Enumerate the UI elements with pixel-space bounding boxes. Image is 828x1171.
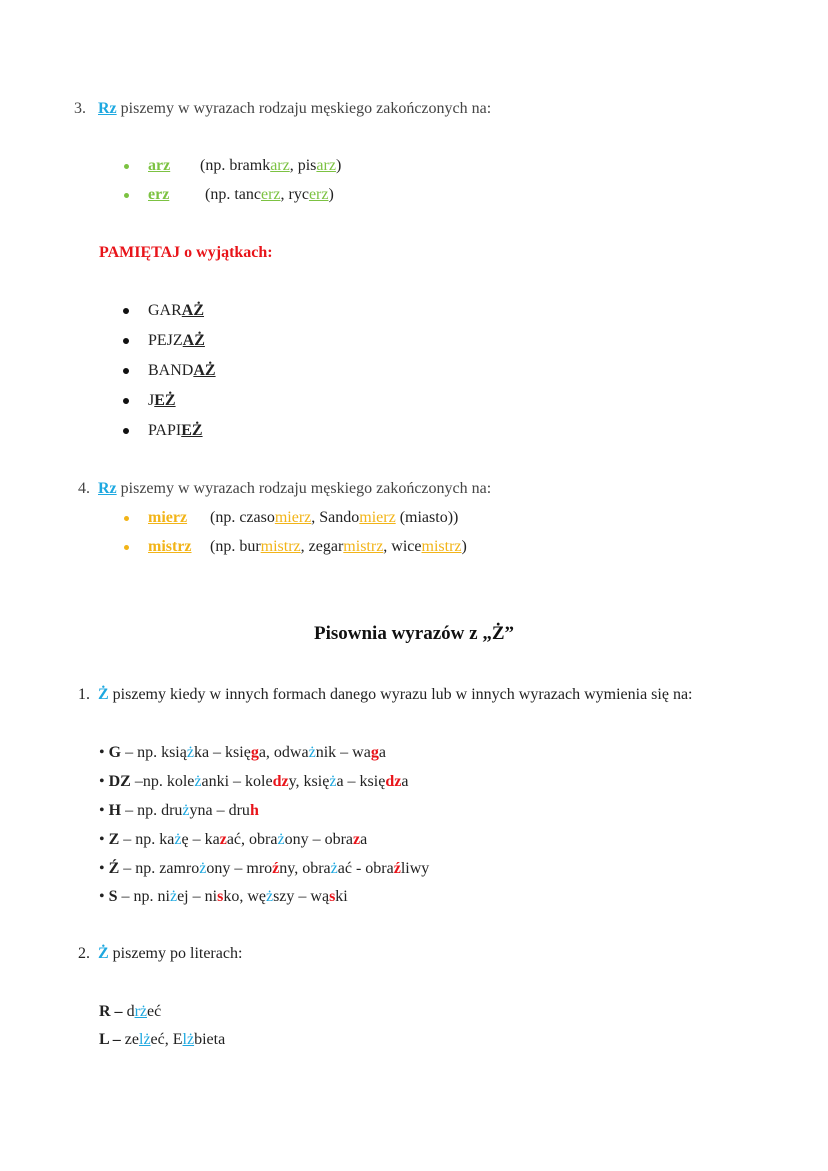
example-text: ać - obra bbox=[337, 860, 394, 877]
exception-ending: AŻ bbox=[182, 332, 205, 349]
bullet-icon: • bbox=[99, 860, 109, 877]
example-erz bbox=[205, 185, 334, 205]
section-3-heading bbox=[74, 99, 491, 119]
remember-heading: PAMIĘTAJ o wyjątkach: bbox=[99, 244, 273, 261]
example-text: – np. ksią bbox=[125, 744, 187, 761]
example-text: , zegar bbox=[300, 538, 344, 555]
z-letter-highlight: ż bbox=[277, 831, 285, 848]
section-text: piszemy w wyrazach rodzaju męskiego zakończonych na: bbox=[116, 100, 492, 117]
example-text: ony – mro bbox=[206, 860, 273, 877]
example-highlight: mistrz bbox=[343, 538, 384, 555]
bullet-icon bbox=[123, 338, 129, 344]
example-text: szy – wą bbox=[273, 888, 330, 905]
list-item-erz bbox=[148, 185, 169, 205]
section-4-heading bbox=[78, 479, 491, 499]
example-highlight: erz bbox=[260, 186, 281, 203]
example-text: ej – ni bbox=[177, 888, 218, 905]
z-section-1-heading bbox=[78, 685, 692, 705]
example-text: eć, E bbox=[150, 1031, 183, 1048]
example-text: ny, obra bbox=[279, 860, 331, 877]
example-highlight: erz bbox=[308, 186, 329, 203]
z-highlight: Ż bbox=[98, 945, 109, 962]
exchange-row bbox=[99, 887, 348, 907]
example-text: yna – dru bbox=[189, 802, 250, 819]
bullet-icon: • bbox=[99, 802, 109, 819]
suffix: mistrz bbox=[148, 538, 192, 555]
example-text: –np. kole bbox=[134, 773, 195, 790]
z-letter-highlight: ż bbox=[174, 831, 182, 848]
example-text: (miasto)) bbox=[395, 509, 459, 526]
section-text: piszemy kiedy w innych formach danego wyrazu lub w innych wyrazach wymienia się na: bbox=[108, 686, 693, 703]
example-mierz bbox=[210, 508, 458, 528]
section-text: piszemy po literach: bbox=[108, 945, 243, 962]
example-highlight: mierz bbox=[359, 509, 396, 526]
exception-text: J bbox=[148, 392, 155, 409]
example-text: a, odwa bbox=[258, 744, 309, 761]
exchange-highlight: ź bbox=[272, 860, 280, 877]
exchange-highlight: dz bbox=[385, 773, 402, 790]
example-text: ze bbox=[120, 1031, 139, 1048]
section-number: 2. bbox=[78, 945, 90, 962]
example-text: ko, wę bbox=[223, 888, 266, 905]
bullet-icon bbox=[123, 368, 129, 374]
bullet-icon bbox=[124, 193, 129, 198]
example-text: liwy bbox=[400, 860, 430, 877]
z-section-2-heading bbox=[78, 944, 242, 964]
list-item-arz bbox=[148, 156, 170, 176]
example-text: bieta bbox=[194, 1031, 226, 1048]
example-text: ) bbox=[328, 186, 334, 203]
bullet-icon bbox=[123, 398, 129, 404]
example-text: ki bbox=[335, 888, 348, 905]
exchange-letter: Z bbox=[108, 831, 124, 848]
section-number: 4. bbox=[78, 480, 90, 497]
example-highlight: mistrz bbox=[421, 538, 462, 555]
example-text: ać, obra bbox=[226, 831, 278, 848]
example-text: a bbox=[360, 831, 368, 848]
example-highlight: lż bbox=[139, 1031, 151, 1048]
z-letter-highlight: ż bbox=[330, 860, 338, 877]
example-text: , wice bbox=[383, 538, 422, 555]
suffix: arz bbox=[148, 157, 171, 174]
section-text: piszemy w wyrazach rodzaju męskiego zakończonych na: bbox=[116, 480, 492, 497]
example-text: (np. bramk bbox=[200, 157, 271, 174]
section-number: 3. bbox=[74, 100, 86, 117]
example-mistrz bbox=[210, 537, 467, 557]
list-item-mierz bbox=[148, 508, 187, 528]
bullet-icon: • bbox=[99, 831, 109, 848]
z-letter-highlight: ż bbox=[169, 888, 178, 905]
example-highlight: lż bbox=[182, 1031, 195, 1048]
bullet-icon: • bbox=[99, 773, 109, 790]
z-letter-highlight: ż bbox=[329, 773, 337, 790]
exception-ending: EŻ bbox=[154, 392, 176, 409]
example-text: anki – kole bbox=[201, 773, 273, 790]
example-text: (np. bur bbox=[210, 538, 261, 555]
suffix: erz bbox=[148, 186, 170, 203]
exception-text: PAPI bbox=[148, 422, 182, 439]
bullet-icon bbox=[124, 545, 129, 550]
z-letter-highlight: ż bbox=[186, 744, 194, 761]
exception-text: PEJZ bbox=[148, 332, 183, 349]
z-letter-highlight: ż bbox=[182, 802, 190, 819]
exchange-highlight: ź bbox=[393, 860, 401, 877]
bullet-icon bbox=[123, 428, 129, 434]
r-rule-line bbox=[99, 1002, 161, 1022]
example-highlight: arz bbox=[316, 157, 336, 174]
example-highlight: mierz bbox=[274, 509, 312, 526]
example-highlight: rż bbox=[134, 1003, 147, 1020]
exchange-highlight: dz bbox=[272, 773, 289, 790]
exchange-letter: Ź bbox=[108, 860, 124, 877]
example-text: (np. czaso bbox=[210, 509, 275, 526]
bullet-icon: • bbox=[99, 888, 109, 905]
rz-highlight: Rz bbox=[98, 480, 117, 497]
example-highlight: arz bbox=[270, 157, 290, 174]
example-text: , Sando bbox=[311, 509, 360, 526]
bullet-icon: • bbox=[99, 744, 109, 761]
exchange-row bbox=[99, 772, 408, 792]
exception-item bbox=[148, 421, 203, 441]
example-text: ka – księ bbox=[193, 744, 251, 761]
example-text: – np. dru bbox=[125, 802, 183, 819]
example-text: , ryc bbox=[280, 186, 309, 203]
exchange-letter: H bbox=[108, 802, 126, 819]
exception-ending: AŻ bbox=[181, 302, 205, 319]
example-text: a bbox=[378, 744, 386, 761]
exchange-row bbox=[99, 743, 386, 763]
exception-ending: EŻ bbox=[181, 422, 203, 439]
exchange-highlight: z bbox=[219, 831, 227, 848]
exchange-highlight: s bbox=[217, 888, 224, 905]
exchange-highlight: h bbox=[249, 802, 259, 819]
exchange-row bbox=[99, 830, 367, 850]
rule-letter: L – bbox=[99, 1031, 121, 1048]
exception-item bbox=[148, 391, 176, 411]
exception-item bbox=[148, 331, 205, 351]
exchange-letter: S bbox=[108, 888, 122, 905]
suffix: mierz bbox=[148, 509, 188, 526]
section-number: 1. bbox=[78, 686, 90, 703]
bullet-icon bbox=[124, 516, 129, 521]
exception-item bbox=[148, 301, 204, 321]
bullet-icon bbox=[124, 164, 129, 169]
exchange-highlight: z bbox=[353, 831, 361, 848]
l-rule-line bbox=[99, 1030, 225, 1050]
exchange-row bbox=[99, 859, 429, 879]
example-text: (np. tanc bbox=[205, 186, 261, 203]
example-text: – np. ni bbox=[121, 888, 170, 905]
exception-item bbox=[148, 361, 216, 381]
exception-text: GAR bbox=[148, 302, 182, 319]
example-text: ) bbox=[461, 538, 467, 555]
example-text: d bbox=[122, 1003, 135, 1020]
exchange-letter: G bbox=[108, 744, 126, 761]
example-text: a – księ bbox=[336, 773, 386, 790]
z-highlight: Ż bbox=[98, 686, 109, 703]
example-text: y, księ bbox=[288, 773, 330, 790]
example-text: nik – wa bbox=[315, 744, 371, 761]
exchange-letter: DZ bbox=[108, 773, 135, 790]
list-item-mistrz bbox=[148, 537, 192, 557]
exception-text: BAND bbox=[148, 362, 194, 379]
example-text: ) bbox=[335, 157, 342, 174]
exchange-highlight: s bbox=[329, 888, 336, 905]
z-letter-highlight: ż bbox=[194, 773, 202, 790]
page-title: Pisownia wyrazów z „Ż” bbox=[313, 623, 514, 644]
example-text: a bbox=[401, 773, 409, 790]
example-text: ony – obra bbox=[284, 831, 353, 848]
example-text: – np. ka bbox=[123, 831, 175, 848]
example-text: eć bbox=[147, 1003, 162, 1020]
exchange-highlight: g bbox=[250, 744, 259, 761]
bullet-icon bbox=[123, 308, 129, 314]
example-text: – np. zamro bbox=[123, 860, 200, 877]
example-text: , pis bbox=[289, 157, 317, 174]
z-letter-highlight: ż bbox=[308, 744, 316, 761]
example-text: ę – ka bbox=[181, 831, 220, 848]
z-letter-highlight: ż bbox=[199, 860, 207, 877]
example-arz bbox=[200, 156, 341, 176]
rule-letter: R – bbox=[99, 1003, 123, 1020]
exception-ending: AŻ bbox=[193, 362, 216, 379]
exchange-row bbox=[99, 801, 259, 821]
exchange-highlight: g bbox=[370, 744, 379, 761]
example-highlight: mistrz bbox=[260, 538, 301, 555]
rz-highlight: Rz bbox=[98, 100, 117, 117]
z-letter-highlight: ż bbox=[265, 888, 274, 905]
